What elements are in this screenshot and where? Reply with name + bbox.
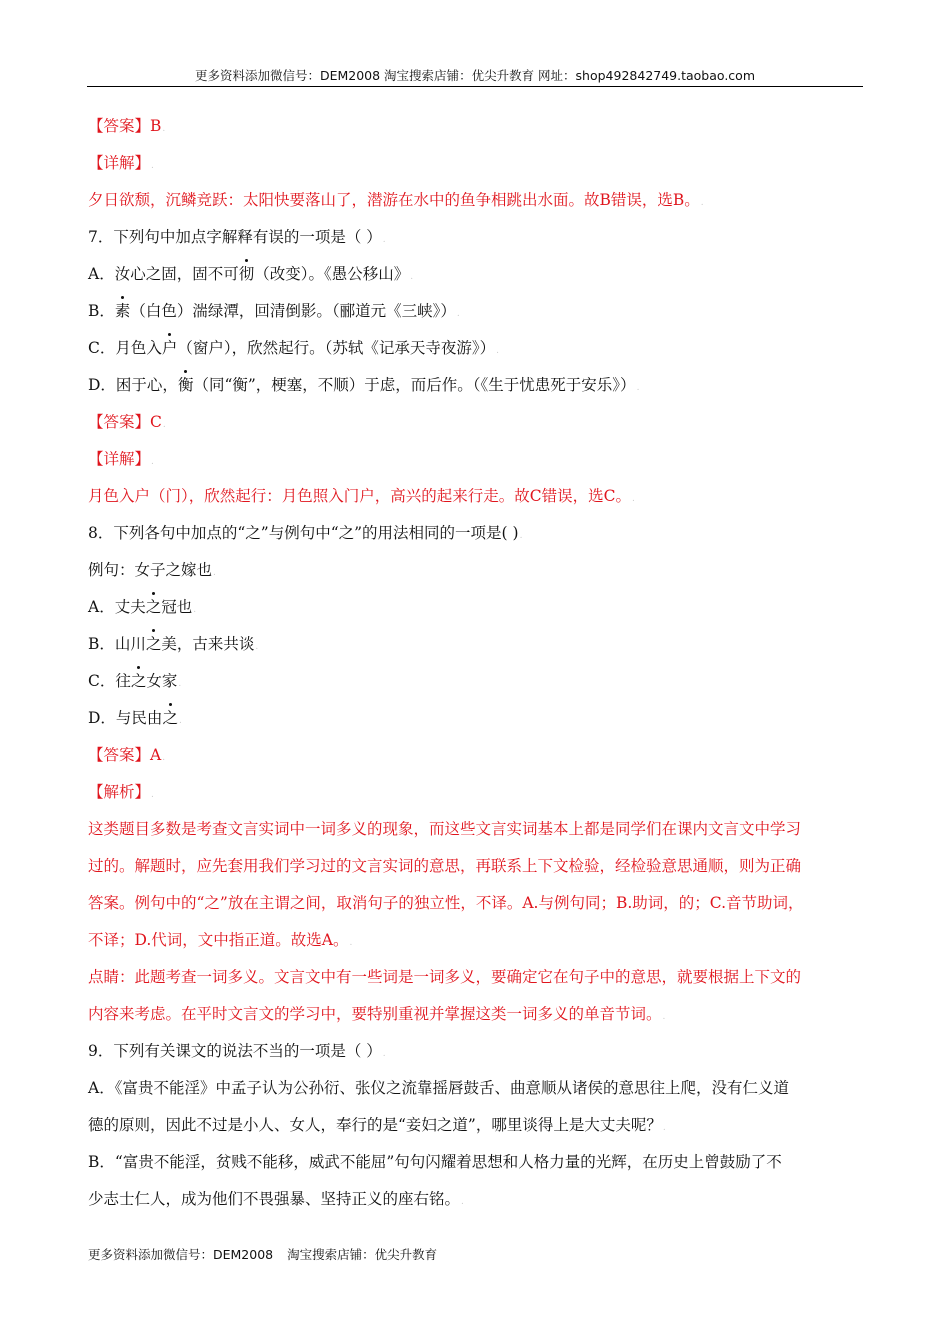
q8-option-a: A．丈夫之冠也. bbox=[88, 589, 860, 626]
dotted-character: 之 bbox=[131, 663, 147, 700]
q8-analysis-line-1: 这类题目多数是考查文言实词中一词多义的现象，而这些文言实词基本上都是同学们在课内文言文中学习 bbox=[88, 820, 802, 838]
q7-option-d: D．困于心，衡（同“衡”，梗塞，不顺）于虑，而后作。（《生于忧患死于安乐》）. bbox=[88, 367, 860, 404]
q8-analysis-label: 【解析】. bbox=[88, 783, 154, 801]
q7-detail: 月色入户（门），欣然起行：月色照入门户，高兴的起来行走。故C错误，选C。. bbox=[88, 487, 635, 505]
footer-wechat: 更多资料添加微信号：DEM2008 bbox=[88, 1247, 274, 1262]
footer-shop: 淘宝搜索店铺：优尖升教育 bbox=[287, 1247, 438, 1262]
q7-option-b: B．素（白色）湍绿潭，回清倒影。（郦道元《三峡》）. bbox=[88, 293, 860, 330]
q8-option-d: D．与民由之. bbox=[88, 700, 860, 737]
document-body bbox=[88, 108, 860, 1218]
q8-stem: 8．下列各句中加点的“之”与例句中“之”的用法相同的一项是( ). bbox=[88, 524, 523, 542]
q9-stem: 9．下列有关课文的说法不当的一项是（ ）. bbox=[88, 1042, 386, 1060]
q6-detail-label: 【详解】. bbox=[88, 154, 154, 172]
q8-example: 例句：女子之嫁也. bbox=[88, 561, 216, 579]
page-footer bbox=[88, 1246, 437, 1264]
dotted-character: 衡 bbox=[178, 367, 194, 404]
q8-analysis-line-4: 不译；D.代词，文中指正道。故选A。. bbox=[88, 931, 353, 949]
q8-note-line-1: 点睛：此题考查一词多义。文言文中有一些词是一词多义，要确定它在句子中的意思，就要根据上下文的 bbox=[88, 968, 802, 986]
dotted-character: 户 bbox=[162, 330, 178, 367]
dotted-character: 素 bbox=[115, 293, 131, 330]
q7-detail-label: 【详解】. bbox=[88, 450, 154, 468]
q7-answer: 【答案】C. bbox=[88, 413, 166, 431]
q9-option-a-line-1: A．《富贵不能淫》中孟子认为公孙衍、张仪之流靠摇唇鼓舌、曲意顺从诸侯的意思往上爬，没有仁义道 bbox=[88, 1079, 789, 1097]
dotted-character: 彻 bbox=[239, 256, 255, 293]
q8-answer: 【答案】A. bbox=[88, 746, 166, 764]
dotted-character: 之 bbox=[162, 700, 178, 737]
q7-option-a: A．汝心之固，固不可彻（改变）。《愚公移山》. bbox=[88, 256, 860, 293]
q8-option-c: C．往之女家. bbox=[88, 663, 860, 700]
q8-option-b: B．山川之美，古来共谈. bbox=[88, 626, 860, 663]
dotted-character: 之 bbox=[146, 589, 162, 626]
q9-option-b-line-1: B．“富贵不能淫，贫贱不能移，威武不能屈”句句闪耀着思想和人格力量的光辉，在历史上曾鼓励了不 bbox=[88, 1153, 782, 1171]
q8-analysis-line-2: 过的。解题时，应先套用我们学习过的文言实词的意思，再联系上下文检验，经检验意思通顺，则为正确 bbox=[88, 857, 802, 875]
q6-detail: 夕日欲颓，沉鳞竞跃：太阳快要落山了，潜游在水中的鱼争相跳出水面。故B错误，选B。. bbox=[88, 191, 704, 209]
q7-stem: 7．下列句中加点字解释有误的一项是（ ）. bbox=[88, 228, 386, 246]
q7-option-c: C．月色入户（窗户），欣然起行。（苏轼《记承天寺夜游》）. bbox=[88, 330, 860, 367]
dotted-character: 之 bbox=[146, 626, 162, 663]
page-header bbox=[87, 66, 863, 87]
q9-option-b-line-2: 少志士仁人，成为他们不畏强暴、坚持正义的座右铭。. bbox=[88, 1190, 464, 1208]
q9-option-a-line-2: 德的原则，因此不过是小人、女人，奉行的是“妾妇之道”，哪里谈得上是大丈夫呢？. bbox=[88, 1116, 666, 1134]
q8-analysis-line-3: 答案。例句中的“之”放在主谓之间，取消句子的独立性，不译。A.与例句同；B.助词，的；C.音节助词， bbox=[88, 894, 804, 912]
header-text: 更多资料添加微信号：DEM2008 淘宝搜索店铺：优尖升教育 网址：shop492842749.taobao.com bbox=[194, 68, 756, 83]
q8-note-line-2: 内容来考虑。在平时文言文的学习中，要特别重视并掌握这类一词多义的单音节词。. bbox=[88, 1005, 666, 1023]
q6-answer: 【答案】B. bbox=[88, 117, 166, 135]
